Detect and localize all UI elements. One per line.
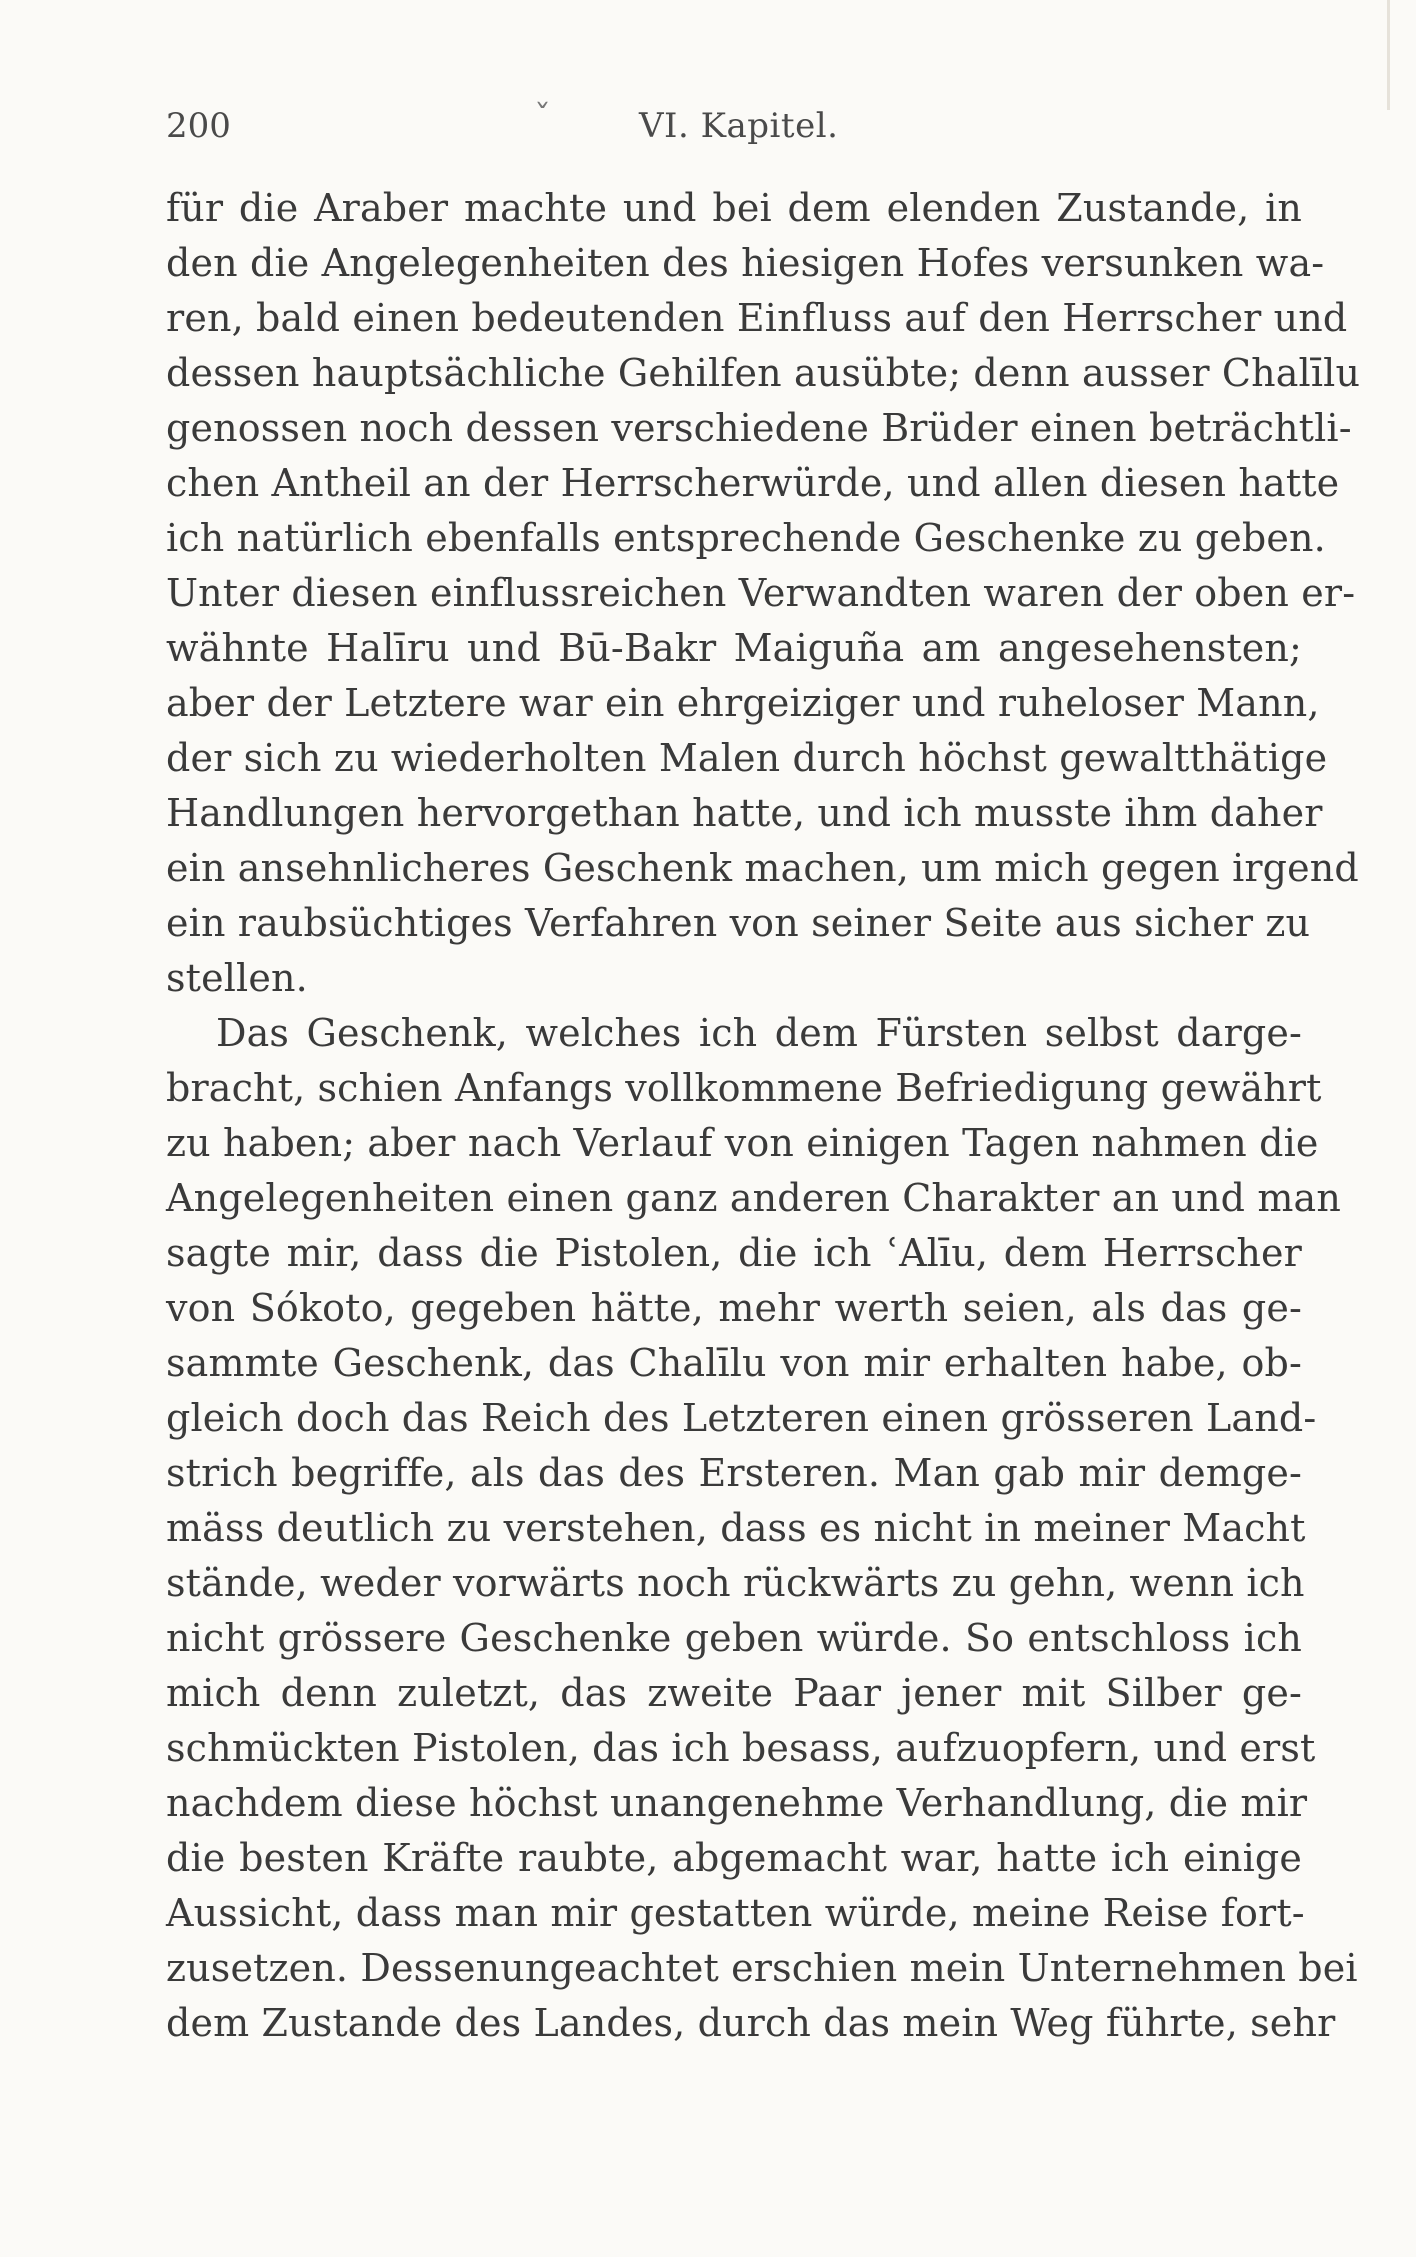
text-line: bracht, schien Anfangs vollkommene Befriedigung gewährt (166, 1066, 1322, 1110)
text-line: chen Antheil an der Herrscherwürde, und allen diesen hatte (166, 461, 1340, 505)
text-line: ein raubsüchtiges Verfahren von seiner Seite aus sicher zu (166, 901, 1311, 945)
text-line: ich natürlich ebenfalls entsprechende Geschenke zu geben. (166, 516, 1326, 560)
text-line: mich denn zuletzt, das zweite Paar jener mit Silber ge- (166, 1671, 1302, 1715)
chapter-title: VI. Kapitel. (639, 106, 839, 146)
text-line: sagte mir, dass die Pistolen, die ich ʿAlīu, dem Herrscher (166, 1231, 1302, 1275)
text-line: von Sókoto, gegeben hätte, mehr werth seien, als das ge- (166, 1286, 1302, 1330)
text-line: gleich doch das Reich des Letzteren einen grösseren Land- (166, 1396, 1317, 1440)
paragraph-start-line: Das Geschenk, welches ich dem Fürsten selbst darge- (216, 1011, 1302, 1055)
header-mark: ˇ (534, 98, 551, 138)
text-line: wähnte Halīru und Bū-Bakr Maiguña am angesehensten; (166, 626, 1302, 670)
text-line: sammte Geschenk, das Chalīlu von mir erhalten habe, ob- (166, 1341, 1302, 1385)
text-line: nicht grössere Geschenke geben würde. So entschloss ich (166, 1616, 1302, 1660)
body-text (166, 181, 1361, 2051)
page-edge-shadow (1387, 0, 1390, 110)
text-line: Angelegenheiten einen ganz anderen Charakter an und man (166, 1176, 1341, 1220)
text-line: zusetzen. Dessenungeachtet erschien mein Unternehmen bei (166, 1946, 1358, 1990)
text-line: genossen noch dessen verschiedene Brüder einen beträchtli- (166, 406, 1352, 450)
text-line: Aussicht, dass man mir gestatten würde, meine Reise fort- (166, 1891, 1305, 1935)
running-header (166, 98, 1302, 158)
page-number: 200 (166, 106, 231, 146)
text-line: die besten Kräfte raubte, abgemacht war, hatte ich einige (166, 1836, 1302, 1880)
text-line: aber der Letztere war ein ehrgeiziger und ruheloser Mann, (166, 681, 1320, 725)
text-line: Unter diesen einflussreichen Verwandten waren der oben er- (166, 571, 1356, 615)
text-line: strich begriffe, als das des Ersteren. Man gab mir demge- (166, 1451, 1302, 1495)
text-line: dessen hauptsächliche Gehilfen ausübte; denn ausser Chalīlu (166, 351, 1361, 395)
text-line: schmückten Pistolen, das ich besass, aufzuopfern, und erst (166, 1726, 1316, 1770)
text-line: ein ansehnlicheres Geschenk machen, um mich gegen irgend (166, 846, 1359, 890)
text-line: stellen. (166, 956, 308, 1000)
text-line: den die Angelegenheiten des hiesigen Hofes versunken wa- (166, 241, 1325, 285)
text-line: zu haben; aber nach Verlauf von einigen Tagen nahmen die (166, 1121, 1319, 1165)
text-line: dem Zustande des Landes, durch das mein Weg führte, sehr (166, 2001, 1336, 2045)
text-line: stände, weder vorwärts noch rückwärts zu gehn, wenn ich (166, 1561, 1305, 1605)
text-line: nachdem diese höchst unangenehme Verhandlung, die mir (166, 1781, 1308, 1825)
text-line: der sich zu wiederholten Malen durch höchst gewaltthätige (166, 736, 1328, 780)
text-line: ren, bald einen bedeutenden Einfluss auf den Herrscher und (166, 296, 1348, 340)
text-line: mäss deutlich zu verstehen, dass es nicht in meiner Macht (166, 1506, 1306, 1550)
text-line: für die Araber machte und bei dem elenden Zustande, in (166, 186, 1302, 230)
text-line: Handlungen hervorgethan hatte, und ich musste ihm daher (166, 791, 1323, 835)
